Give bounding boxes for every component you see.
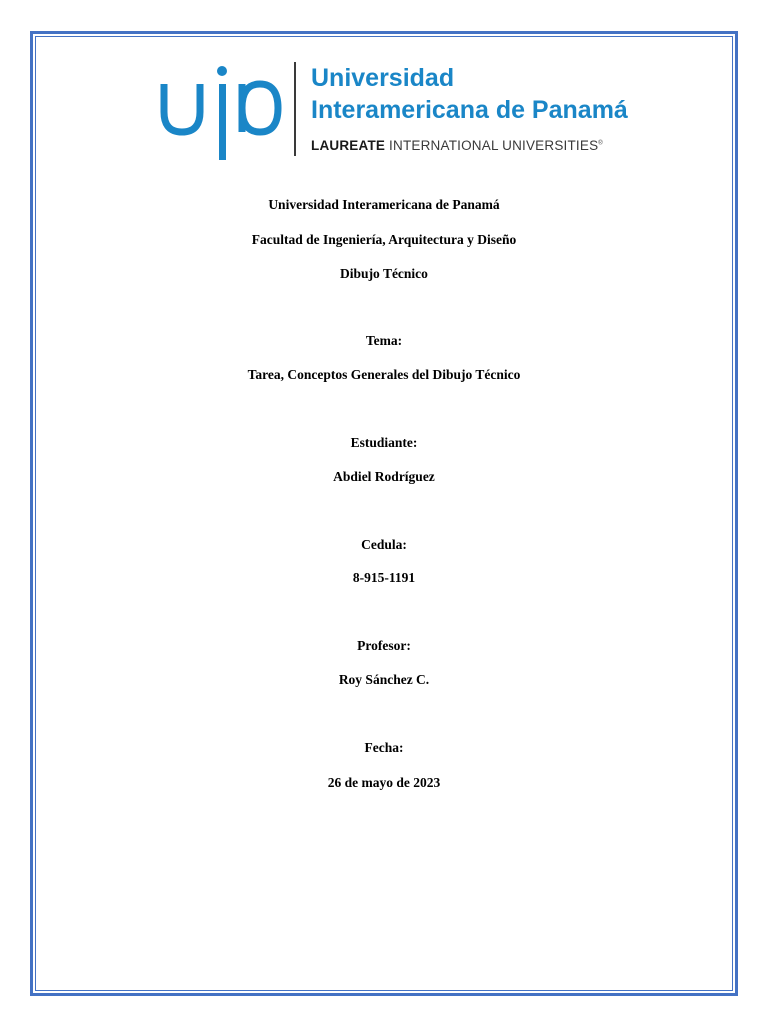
university-logo — [158, 62, 628, 162]
date-value: 26 de mayo de 2023 — [327, 775, 441, 790]
student-label: Estudiante: — [350, 435, 418, 450]
uip-logo-mark — [158, 62, 288, 162]
topic-label: Tema: — [365, 333, 403, 348]
professor-value: Roy Sánchez C. — [338, 672, 430, 687]
logo-tagline-mark: ® — [598, 140, 603, 147]
logo-tagline-rest: INTERNATIONAL UNIVERSITIES — [385, 138, 599, 153]
id-label: Cedula: — [361, 537, 407, 552]
id-value: 8-915-1191 — [352, 570, 416, 585]
logo-tagline — [311, 139, 603, 153]
faculty-name: Facultad de Ingeniería, Arquitectura y Diseño — [251, 232, 517, 247]
logo-title-line2: Interamericana de Panamá — [311, 96, 628, 124]
professor-label: Profesor: — [357, 638, 411, 653]
logo-divider — [294, 62, 296, 156]
logo-title-line1: Universidad — [311, 64, 455, 92]
university-name: Universidad Interamericana de Panamá — [268, 197, 500, 212]
topic-value: Tarea, Conceptos Generales del Dibujo Técnico — [247, 367, 521, 382]
logo-tagline-bold: LAUREATE — [311, 138, 386, 153]
date-label: Fecha: — [364, 740, 404, 755]
page-border-inner — [35, 36, 733, 991]
course-name: Dibujo Técnico — [340, 266, 428, 281]
student-value: Abdiel Rodríguez — [333, 469, 435, 484]
